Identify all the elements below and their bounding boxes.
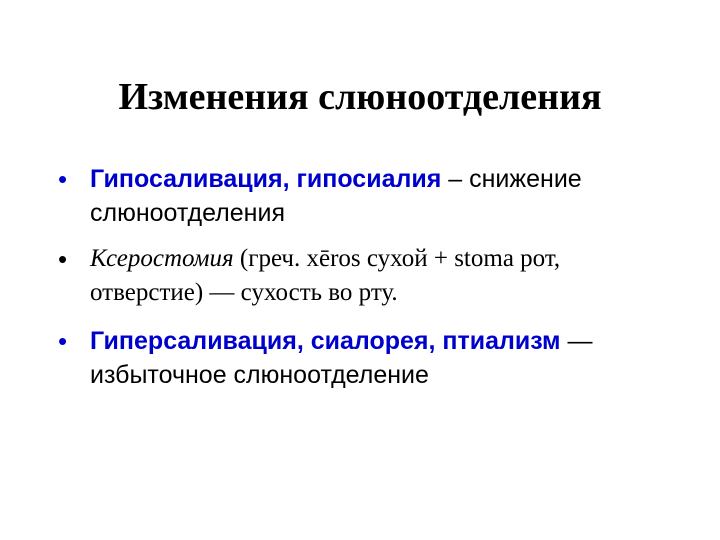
bullet-icon: • <box>58 326 68 356</box>
bullet-icon: • <box>58 164 68 194</box>
bullet-term: Ксеростомия <box>90 245 234 272</box>
bullet-list <box>58 162 668 404</box>
bullet-definition: (греч. xēros сухой + stoma рот, отверстие) — сухость во рту. <box>90 245 561 306</box>
list-item <box>58 324 668 392</box>
bullet-icon: • <box>58 244 68 274</box>
list-item <box>58 162 668 230</box>
bullet-definition: —избыточное слюноотделение <box>90 327 593 389</box>
list-item <box>58 242 668 310</box>
bullet-term: Гипосаливация, гипосиалия <box>90 165 442 193</box>
slide-title: Изменения слюноотделения <box>118 76 602 118</box>
bullet-term: Гиперсаливация, сиалорея, птиализм <box>90 327 561 355</box>
bullet-definition: – снижение слюноотделения <box>90 165 582 227</box>
